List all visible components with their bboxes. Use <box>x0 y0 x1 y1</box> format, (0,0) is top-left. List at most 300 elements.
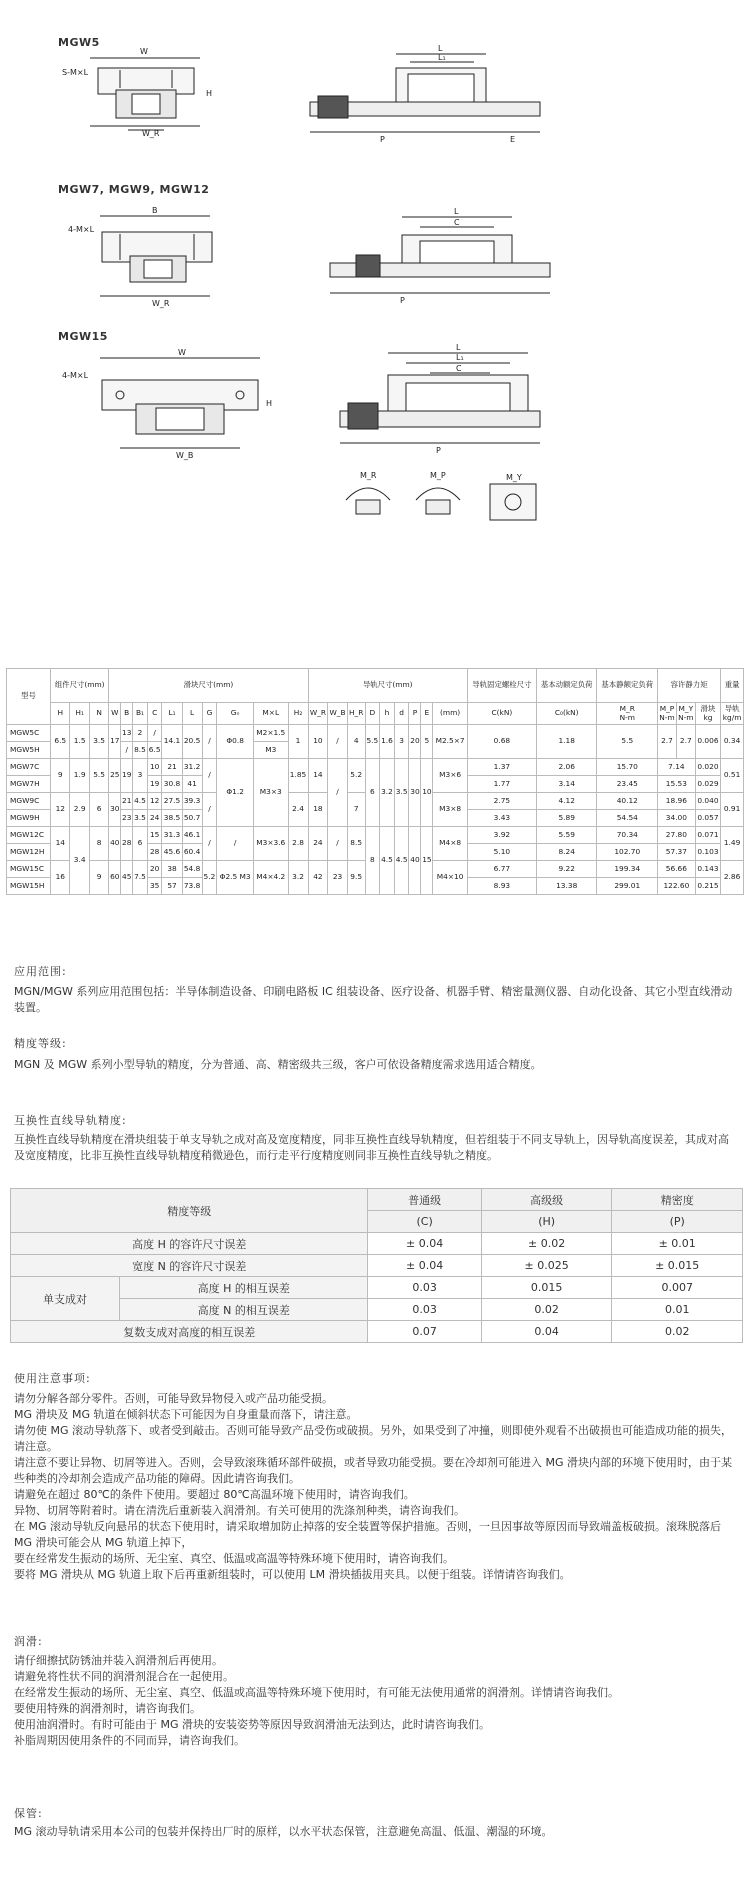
usage-line: 请勿使 MG 滚动导轨落下、或者受到敲击。否则可能导致产品受伤或破损。另外，如果受到了冲撞，则即使外观看不出破损也可能造成功能的损失，请注意。 <box>14 1424 733 1453</box>
interchange-text: 互换性直线导轨精度在滑块组装于单支导轨之成对高及宽度精度，同非互换性直线导轨精度，但若组装于不同支导轨上，因导轨高度误差，其成对高及宽度精度，比非互换性直线导轨精度稍微逊色，而行走平行度精度则同非互换性直线导轨之精度。 <box>14 1133 729 1162</box>
cell: 23 <box>121 810 133 827</box>
cell: M3×3 <box>254 759 288 827</box>
cell-model: MGW7H <box>7 776 51 793</box>
dim-p: P <box>380 135 385 144</box>
cell: / <box>217 827 254 861</box>
acc-row-label: 复数支成对高度的相互误差 <box>11 1321 368 1343</box>
cell: 1.77 <box>467 776 536 793</box>
cell: 4 <box>347 725 365 759</box>
cell: Φ0.8 <box>217 725 254 759</box>
interchange-title: 互换性直线导轨精度: <box>14 1114 127 1127</box>
cell: M4×10 <box>433 861 467 895</box>
cell: 30.8 <box>162 776 182 793</box>
cell: 23 <box>328 861 348 895</box>
cell: 10 <box>421 759 433 827</box>
hdr-MxL: M×L <box>254 703 288 725</box>
cell: 0.51 <box>721 759 744 793</box>
hdr-Gn: Gₙ <box>217 703 254 725</box>
cell: M2×1.5 <box>254 725 288 742</box>
cell: 9.22 <box>536 861 597 878</box>
cell: 5.10 <box>467 844 536 861</box>
cell: 15.53 <box>658 776 696 793</box>
dim-p-2: P <box>400 296 405 305</box>
acc-cell: 0.02 <box>481 1299 612 1321</box>
cell: / <box>328 759 348 827</box>
cell: 3.5 <box>394 759 409 827</box>
cell: 46.1 <box>182 827 202 844</box>
cell: 2.7 <box>676 725 695 759</box>
mgw15-side-view <box>340 345 550 455</box>
hdr-W: W <box>109 703 121 725</box>
hdr-B1: B₁ <box>133 703 148 725</box>
hdr-my-unit: N-m <box>678 712 694 722</box>
acc-cell: 0.007 <box>612 1277 743 1299</box>
cell: 1.85 <box>288 759 308 793</box>
cell: 60 <box>109 861 121 895</box>
hdr-bolt: 导轨固定螺栓尺寸 <box>467 669 536 703</box>
cell: 21 <box>121 793 133 810</box>
hdr-mp <box>658 703 677 725</box>
usage-line: 异物、切屑等附着时。请在清洗后重新装入润滑剂。有关可使用的洗涤剂种类，请咨询我们。 <box>14 1504 465 1517</box>
spec-table <box>6 668 744 895</box>
hdr-HR: H_R <box>347 703 365 725</box>
dim-l-2: L <box>454 207 459 216</box>
mgw7-front-view <box>68 206 240 310</box>
hdr-H2: H₂ <box>288 703 308 725</box>
cell: / <box>202 793 217 827</box>
cell: 4.5 <box>133 793 148 810</box>
technical-drawings <box>0 0 750 640</box>
acc-cell: 0.02 <box>612 1321 743 1343</box>
cell: 8.5 <box>133 742 148 759</box>
storage-text: MG 滚动导轨请采用本公司的包装并保持出厂时的原样，以水平状态保管，注意避免高温、低温、潮湿的环境。 <box>14 1825 553 1838</box>
cell: 0.34 <box>721 725 744 759</box>
moment-mp: M_P <box>430 471 446 480</box>
dim-l-15: L <box>456 343 461 352</box>
cell: 1.5 <box>70 725 89 759</box>
cell: 0.91 <box>721 793 744 827</box>
cell: 31.2 <box>182 759 202 776</box>
cell: M3×3.6 <box>254 827 288 861</box>
cell: 12 <box>147 793 162 810</box>
cell: M3×8 <box>433 793 467 827</box>
acc-row-label: 宽度 N 的容许尺寸误差 <box>11 1255 368 1277</box>
table-row <box>11 1277 743 1299</box>
table-row <box>11 1299 743 1321</box>
cell: / <box>147 725 162 742</box>
cell: 6.5 <box>147 742 162 759</box>
lubrication-line: 在经常发生振动的场所、无尘室、真空、低温或高温等特殊环境下使用时，有可能无法使用通常的润滑剂。详情请咨询我们。 <box>14 1686 619 1699</box>
cell: 30 <box>109 793 121 827</box>
acc-row-label: 高度 N 的相互误差 <box>120 1299 368 1321</box>
hdr-WR: W_R <box>308 703 328 725</box>
cell: 57.37 <box>658 844 696 861</box>
hdr-weight: 重量 <box>721 669 744 703</box>
cell-model: MGW15C <box>7 861 51 878</box>
acc-cell: 0.07 <box>368 1321 481 1343</box>
mgw7-side-view <box>330 205 560 305</box>
cell: 5 <box>421 725 433 759</box>
cell: 5.2 <box>347 759 365 793</box>
hdr-h: h <box>380 703 395 725</box>
hdr-L1: L₁ <box>162 703 182 725</box>
cell-model: MGW9C <box>7 793 51 810</box>
cell: 0.040 <box>695 793 720 810</box>
cell: 8 <box>89 827 108 861</box>
accuracy-table <box>10 1188 743 1343</box>
cell: 14.1 <box>162 725 182 759</box>
cell: 40 <box>109 827 121 861</box>
cell: 2.9 <box>70 793 89 827</box>
dim-s-mxl: S-M×L <box>62 68 89 77</box>
table-row <box>7 759 744 776</box>
hdr-E: E <box>421 703 433 725</box>
dim-e: E <box>510 135 516 144</box>
acc-grade-header: 精度等级 <box>11 1189 368 1233</box>
cell: 28 <box>147 844 162 861</box>
application-title: 应用范围: <box>14 965 67 978</box>
hdr-model: 型号 <box>7 669 51 725</box>
acc-cell: 0.01 <box>612 1299 743 1321</box>
cell: 3.5 <box>89 725 108 759</box>
cell: 0.103 <box>695 844 720 861</box>
hdr-c0-unit: C₀(kN) <box>536 703 597 725</box>
acc-cell: ± 0.025 <box>481 1255 612 1277</box>
mgw15-label: MGW15 <box>58 330 108 343</box>
dim-c-2: C <box>454 218 460 227</box>
cell: 40.12 <box>597 793 658 810</box>
hdr-rail-w-label: 导轨 <box>724 703 740 713</box>
cell: 38.5 <box>162 810 182 827</box>
application-text: MGN/MGW 系列应用范围包括：半导体制造设备、印刷电路板 IC 组装设备、医疗设备、机器手臂、精密量测仪器、自动化设备、其它小型直线滑动装置。 <box>14 985 733 1014</box>
hdr-my-label: M_Y <box>678 703 694 713</box>
cell: Φ1.2 <box>217 759 254 827</box>
precision-text: MGN 及 MGW 系列小型导轨的精度，分为普通、高、精密级共三级，客户可依设备精度需求选用适合精度。 <box>14 1058 542 1071</box>
cell: 4.5 <box>394 827 409 895</box>
cell: 0.057 <box>695 810 720 827</box>
dim-c-15: C <box>456 364 462 373</box>
acc-cell: 0.04 <box>481 1321 612 1343</box>
cell: 5.59 <box>536 827 597 844</box>
cell: 15 <box>147 827 162 844</box>
cell: 2 <box>133 725 148 742</box>
cell: 41 <box>182 776 202 793</box>
cell: 3.14 <box>536 776 597 793</box>
mgw5-side-view <box>310 40 550 150</box>
cell: 60.4 <box>182 844 202 861</box>
lubrication-line: 要使用特殊的润滑剂时，请咨询我们。 <box>14 1702 201 1715</box>
cell: 57 <box>162 878 182 895</box>
hdr-kgm: kg/m <box>722 712 742 722</box>
acc-row-label: 高度 H 的相互误差 <box>120 1277 368 1299</box>
cell: M4×8 <box>433 827 467 861</box>
cell: 7.5 <box>133 861 148 895</box>
cell: 8.24 <box>536 844 597 861</box>
cell: 2.86 <box>721 861 744 895</box>
dim-l1-15: L₁ <box>456 353 464 362</box>
cell-model: MGW12H <box>7 844 51 861</box>
hdr-mr-unit: N-m <box>619 712 635 722</box>
acc-cell: 0.015 <box>481 1277 612 1299</box>
acc-cell: 0.03 <box>368 1277 481 1299</box>
dim-w-15: W <box>178 348 186 357</box>
cell-model: MGW12C <box>7 827 51 844</box>
acc-cell: ± 0.01 <box>612 1233 743 1255</box>
cell: 13 <box>121 725 133 742</box>
cell: 24 <box>308 827 328 861</box>
cell: 34.00 <box>658 810 696 827</box>
moment-my: M_Y <box>506 473 522 482</box>
acc-cell: ± 0.04 <box>368 1233 481 1255</box>
cell: 21 <box>162 759 182 776</box>
acc-cell: 0.03 <box>368 1299 481 1321</box>
cell: 5.2 <box>202 861 217 895</box>
acc-normal-code: (C) <box>368 1211 481 1233</box>
cell: 6 <box>365 759 380 827</box>
dim-4-mxl: 4-M×L <box>68 225 95 234</box>
cell: 3.5 <box>133 810 148 827</box>
hdr-L: L <box>182 703 202 725</box>
acc-cell: ± 0.04 <box>368 1255 481 1277</box>
lubrication-line: 使用油润滑时。有时可能由于 MG 滑块的安装姿势等原因导致润滑油无法到达，此时请咨询我们。 <box>14 1718 491 1731</box>
cell: 35 <box>147 878 162 895</box>
cell: 17 <box>109 725 121 759</box>
storage-title: 保管: <box>14 1807 43 1820</box>
cell: 19 <box>121 759 133 793</box>
acc-high-header: 高级级 <box>481 1189 612 1211</box>
table-row <box>11 1233 743 1255</box>
cell: 9 <box>89 861 108 895</box>
cell: 54.54 <box>597 810 658 827</box>
cell: 27.5 <box>162 793 182 810</box>
cell: / <box>202 759 217 793</box>
cell: 28 <box>121 827 133 861</box>
dim-l: L <box>438 44 443 53</box>
cell: 10 <box>147 759 162 776</box>
hdr-WB: W_B <box>328 703 348 725</box>
cell-model: MGW9H <box>7 810 51 827</box>
dim-wr: W_R <box>142 129 160 138</box>
lubrication-line: 补脂周期因使用条件的不同而异，请咨询我们。 <box>14 1734 245 1747</box>
cell: 19 <box>147 776 162 793</box>
cell: / <box>202 725 217 759</box>
acc-row-label: 高度 H 的容许尺寸误差 <box>11 1233 368 1255</box>
hdr-dyn: 基本动额定负荷 <box>536 669 597 703</box>
cell: 20.5 <box>182 725 202 759</box>
cell: 3.43 <box>467 810 536 827</box>
cell: 8.93 <box>467 878 536 895</box>
cell: 2.06 <box>536 759 597 776</box>
cell: 20 <box>147 861 162 878</box>
cell: M2.5×7 <box>433 725 467 759</box>
cell: 15.70 <box>597 759 658 776</box>
usage-line: 在 MG 滚动导轨反向悬吊的状态下使用时，请采取增加防止掉落的安全装置等保护措施。否则，一旦因事故等原因而导致端盖板破损。滚珠脱落后 MG 滑块可能会从 MG 轨道上掉下， <box>14 1520 722 1549</box>
cell: 3 <box>394 725 409 759</box>
hdr-G: G <box>202 703 217 725</box>
dim-wr-2: W_R <box>152 299 170 308</box>
cell: 6.5 <box>51 725 70 759</box>
cell: Φ2.5 M3 <box>217 861 254 895</box>
cell: 0.020 <box>695 759 720 776</box>
cell: 10 <box>308 725 328 759</box>
cell: 70.34 <box>597 827 658 844</box>
dim-w-b: B <box>152 206 158 215</box>
cell: 5.5 <box>597 725 658 759</box>
hdr-d: d <box>394 703 409 725</box>
cell: 122.60 <box>658 878 696 895</box>
cell: 1.37 <box>467 759 536 776</box>
cell: 8 <box>365 827 380 895</box>
table-row <box>11 1321 743 1343</box>
cell-model: MGW15H <box>7 878 51 895</box>
cell: / <box>121 742 133 759</box>
cell: 7 <box>347 793 365 827</box>
cell: 199.34 <box>597 861 658 878</box>
cell: 38 <box>162 861 182 878</box>
hdr-stat: 基本静额定负荷 <box>597 669 658 703</box>
cell: 1.9 <box>70 759 89 793</box>
cell: 1.49 <box>721 827 744 861</box>
hdr-mr <box>597 703 658 725</box>
cell: 4.12 <box>536 793 597 810</box>
cell: 0.071 <box>695 827 720 844</box>
cell: 2.7 <box>658 725 677 759</box>
usage-title: 使用注意事项: <box>14 1372 91 1385</box>
hdr-H1: H₁ <box>70 703 89 725</box>
lubrication-line: 请避免将性状不同的润滑剂混合在一起使用。 <box>14 1670 234 1683</box>
cell: 13.38 <box>536 878 597 895</box>
dim-p-15: P <box>436 446 441 455</box>
acc-cell: ± 0.015 <box>612 1255 743 1277</box>
cell: 50.7 <box>182 810 202 827</box>
dim-l1: L₁ <box>438 53 446 62</box>
cell: 23.45 <box>597 776 658 793</box>
hdr-block-w-label: 滑块 <box>700 703 716 713</box>
cell: 54.8 <box>182 861 202 878</box>
usage-line: MG 滑块及 MG 轨道在倾斜状态下可能因为自身重量而落下，请注意。 <box>14 1408 358 1421</box>
cell: 15 <box>421 827 433 895</box>
cell: 12 <box>51 793 70 827</box>
acc-normal-header: 普通级 <box>368 1189 481 1211</box>
usage-line: 要将 MG 滑块从 MG 轨道上取下后再重新组装时，可以使用 LM 滑块插拔用夹具。以便于组装。详情请咨询我们。 <box>14 1568 571 1581</box>
hdr-mp-label: M_P <box>659 703 675 713</box>
cell-model: MGW5C <box>7 725 51 742</box>
cell: / <box>328 725 348 759</box>
cell: 45 <box>121 861 133 895</box>
cell: 2.4 <box>288 793 308 827</box>
lubrication-title: 润滑: <box>14 1635 43 1648</box>
cell: 8.5 <box>347 827 365 861</box>
cell: 4.5 <box>380 827 395 895</box>
mgw5-label: MGW5 <box>58 36 100 49</box>
cell: 6.77 <box>467 861 536 878</box>
acc-high-code: (H) <box>481 1211 612 1233</box>
cell: 18.96 <box>658 793 696 810</box>
hdr-moment: 容许静力矩 <box>658 669 721 703</box>
hdr-P: P <box>409 703 421 725</box>
cell: 9 <box>51 759 70 793</box>
mgw15-front-view <box>62 348 280 460</box>
cell: 30 <box>409 759 421 827</box>
cell: 56.66 <box>658 861 696 878</box>
cell: 27.80 <box>658 827 696 844</box>
cell-model: MGW7C <box>7 759 51 776</box>
cell: 45.6 <box>162 844 182 861</box>
cell: / <box>202 827 217 861</box>
precision-title: 精度等级: <box>14 1037 67 1050</box>
hdr-bolt-unit: (mm) <box>433 703 467 725</box>
hdr-block: 滑块尺寸(mm) <box>109 669 308 703</box>
hdr-mr-label: M_R <box>619 703 635 713</box>
hdr-C: C <box>147 703 162 725</box>
usage-notes <box>14 1391 739 1583</box>
moment-diagrams <box>340 470 560 530</box>
table-row <box>7 827 744 844</box>
cell: / <box>328 827 348 861</box>
lubrication-notes <box>14 1653 739 1749</box>
cell: 0.006 <box>695 725 720 759</box>
cell: 5.89 <box>536 810 597 827</box>
cell: 3.92 <box>467 827 536 844</box>
hdr-my <box>676 703 695 725</box>
cell: 1 <box>288 725 308 759</box>
cell: 40 <box>409 827 421 895</box>
acc-cell: ± 0.02 <box>481 1233 612 1255</box>
cell: 0.68 <box>467 725 536 759</box>
cell: 42 <box>308 861 328 895</box>
cell: M3 <box>254 742 288 759</box>
cell: 20 <box>409 725 421 759</box>
lubrication-line: 请仔细擦拭防锈油并装入润滑剂后再使用。 <box>14 1654 223 1667</box>
cell: 5.5 <box>365 725 380 759</box>
cell: 1.18 <box>536 725 597 759</box>
cell: 0.029 <box>695 776 720 793</box>
cell: 3.2 <box>288 861 308 895</box>
hdr-mp-unit: N-m <box>659 712 675 722</box>
cell: 6 <box>89 793 108 827</box>
acc-precise-code: (P) <box>612 1211 743 1233</box>
dim-h-15: H <box>266 399 273 408</box>
cell: 18 <box>308 793 328 827</box>
hdr-H: H <box>51 703 70 725</box>
cell: 9.5 <box>347 861 365 895</box>
cell: 7.14 <box>658 759 696 776</box>
cell: 3.4 <box>70 827 89 895</box>
cell: 3.2 <box>380 759 395 827</box>
cell: 14 <box>308 759 328 793</box>
hdr-D: D <box>365 703 380 725</box>
cell: 6 <box>133 827 148 861</box>
hdr-rail: 导轨尺寸(mm) <box>308 669 467 703</box>
usage-line: 请注意不要让异物、切屑等进入。否则，会导致滚珠循环部件破损，或者导致功能受损。要在冷却剂可能进入 MG 滑块内部的环境下使用时，由于某些种类的冷却剂会造成产品功能的障碍。因此请咨询我们。 <box>14 1456 733 1485</box>
hdr-B: B <box>121 703 133 725</box>
cell: 24 <box>147 810 162 827</box>
cell: 39.3 <box>182 793 202 810</box>
table-row <box>11 1255 743 1277</box>
cell: 2.75 <box>467 793 536 810</box>
cell: 16 <box>51 861 70 895</box>
usage-line: 请勿分解各部分零件。否则，可能导致异物侵入或产品功能受损。 <box>14 1392 333 1405</box>
dim-h: H <box>206 89 213 98</box>
dim-wb-15: W_B <box>176 451 194 460</box>
cell: M4×4.2 <box>254 861 288 895</box>
acc-single-pair: 单支成对 <box>11 1277 120 1321</box>
cell: M3×6 <box>433 759 467 793</box>
hdr-block-w <box>695 703 720 725</box>
cell: 5.5 <box>89 759 108 793</box>
cell: 0.143 <box>695 861 720 878</box>
cell: 73.8 <box>182 878 202 895</box>
